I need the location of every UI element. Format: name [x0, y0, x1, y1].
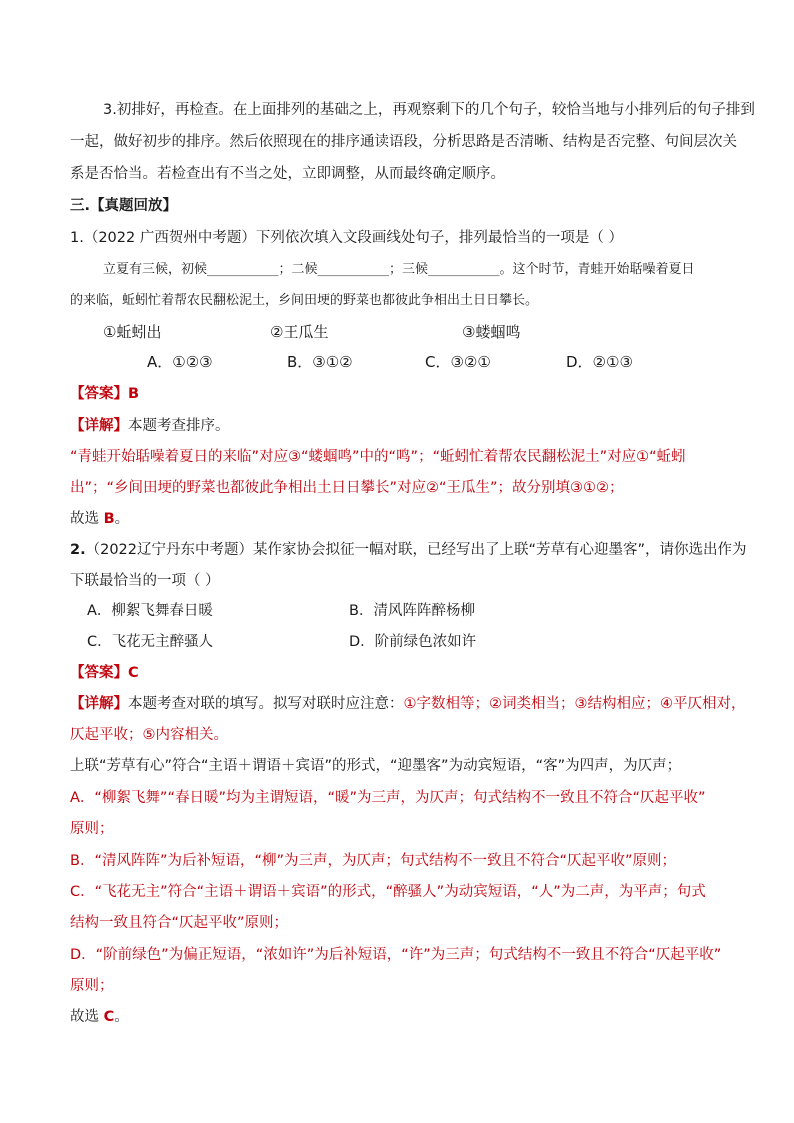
q2-analysis-a-line-2: 原则；	[70, 821, 114, 837]
q2-detail-line-2: 仄起平收；⑤内容相关。	[70, 727, 228, 743]
q1-conclusion	[70, 509, 129, 529]
q2-option-a: A．柳絮飞舞春日暖	[87, 603, 213, 619]
conclusion-answer: B	[103, 511, 115, 527]
conclusion-end: 。	[114, 511, 130, 527]
q2-option-c: C．飞花无主醉骚人	[87, 634, 214, 650]
q2-number: 2.	[70, 542, 86, 558]
q1-passage-text: ；二候	[278, 262, 318, 277]
q2-upper-analysis: 上联“芳草有心”符合“主语＋谓语＋宾语”的形式，“迎墨客”为动宾短语，“客”为四声，为仄声；	[70, 758, 682, 774]
q1-stem: 1.（2022 广西贺州中考题）下列依次填入文段画线处句子，排列最恰当的一项是（ ）	[70, 230, 623, 246]
q1-option-b: B．③①②	[287, 353, 353, 371]
q2-analysis-d-line-1: D．“阶前绿色”为偏正短语，“浓如许”为后补短语，“许”为三声；句式结构不一致且不符合“仄起平收”	[70, 947, 722, 963]
q2-stem-line-1	[70, 540, 747, 560]
q1-passage-text: 。这个时节，青蛙开始聒噪着夏日	[499, 262, 695, 277]
q2-answer	[70, 663, 139, 683]
answer-label: 【答案】	[70, 665, 128, 681]
q1-option-d: D．②①③	[566, 353, 633, 371]
q2-analysis-c-line-1: C．“飞花无主”符合“主语＋谓语＋宾语”的形式，“醉骚人”为动宾短语，“人”为二声，为平声；句式	[70, 884, 706, 900]
q2-stem-line-2: 下联最恰当的一项（ ）	[70, 573, 220, 589]
detail-label: 【详解】	[70, 418, 128, 434]
q2-analysis-c-line-2: 结构一致且符合“仄起平收”原则；	[70, 915, 289, 931]
q1-passage-text: 立夏有三候，初候	[103, 262, 208, 277]
q1-item-3: ③蝼蝈鸣	[462, 323, 521, 341]
q1-passage-line-2: 的来临，蚯蚓忙着帮农民翻松泥土，乡间田埂的野菜也都彼此争相出土日日攀长。	[70, 293, 539, 308]
q1-blank-3: ___________	[428, 262, 500, 277]
q1-option-a: A．①②③	[147, 353, 213, 371]
conclusion-answer: C	[103, 1009, 115, 1025]
detail-text: 本题考查排序。	[128, 418, 230, 434]
q1-blank-1: ___________	[207, 262, 279, 277]
q2-option-d: D．阶前绿色浓如许	[349, 634, 477, 650]
section-title: 三.【真题回放】	[70, 198, 178, 214]
conclusion-end: 。	[114, 1009, 129, 1025]
q1-item-1: ①蚯蚓出	[103, 323, 162, 341]
q2-conclusion	[70, 1007, 129, 1027]
step3-line-2: 一起，做好初步的排序。然后依照现在的排序通读语段，分析思路是否清晰、结构是否完整、句间层次关	[70, 134, 737, 150]
conclusion-text: 故选	[70, 1009, 104, 1025]
q2-analysis-d-line-2: 原则；	[70, 978, 114, 994]
q2-analysis-a-line-1: A．“柳絮飞舞”“春日暖”均为主谓短语，“暖”为三声，为仄声；句式结构不一致且不符合“仄起平收”	[70, 790, 706, 806]
q1-item-2: ②王瓜生	[270, 323, 329, 341]
q2-detail-line-1	[70, 694, 746, 714]
q1-passage-line-1	[103, 260, 695, 280]
q1-answer	[70, 384, 139, 404]
conclusion-text: 故选	[70, 511, 104, 527]
detail-points: ①字数相等；②词类相当；③结构相应；④平仄相对，	[403, 696, 746, 712]
q2-analysis-b: B．“清风阵阵”为后补短语，“柳”为三声，为仄声；句式结构不一致且不符合“仄起平收”原则；	[70, 853, 677, 869]
step3-line-3: 系是否恰当。若检查出有不当之处，立即调整，从而最终确定顺序。	[70, 166, 505, 182]
answer-value: C	[128, 665, 139, 681]
q2-stem-text: （2022辽宁丹东中考题）某作家协会拟征一幅对联，已经写出了上联“芳草有心迎墨客”，请你选出作为	[85, 542, 747, 558]
answer-label: 【答案】	[70, 386, 128, 402]
detail-intro: 本题考查对联的填写。拟写对联时应注意：	[128, 696, 404, 712]
detail-label: 【详解】	[70, 696, 128, 712]
q1-detail	[70, 416, 230, 436]
q1-blank-2: ___________	[317, 262, 390, 277]
answer-value: B	[128, 386, 140, 402]
q1-explanation-line-2: 出”；“乡间田埂的野菜也都彼此争相出土日日攀长”对应②“王瓜生”；故分别填③①②；	[70, 480, 624, 496]
step3-line-1: 3.初排好，再检查。在上面排列的基础之上，再观察剩下的几个句子，较恰当地与小排列后的句子排到	[103, 102, 755, 118]
q1-explanation-line-1: “青蛙开始聒噪着夏日的来临”对应③“蝼蝈鸣”中的“鸣”；“蚯蚓忙着帮农民翻松泥土”对应①“蚯蚓	[70, 449, 686, 465]
q1-passage-text: ；三候	[389, 262, 429, 277]
q2-option-b: B．清风阵阵醉杨柳	[349, 603, 475, 619]
q1-option-c: C．③②①	[425, 353, 491, 371]
